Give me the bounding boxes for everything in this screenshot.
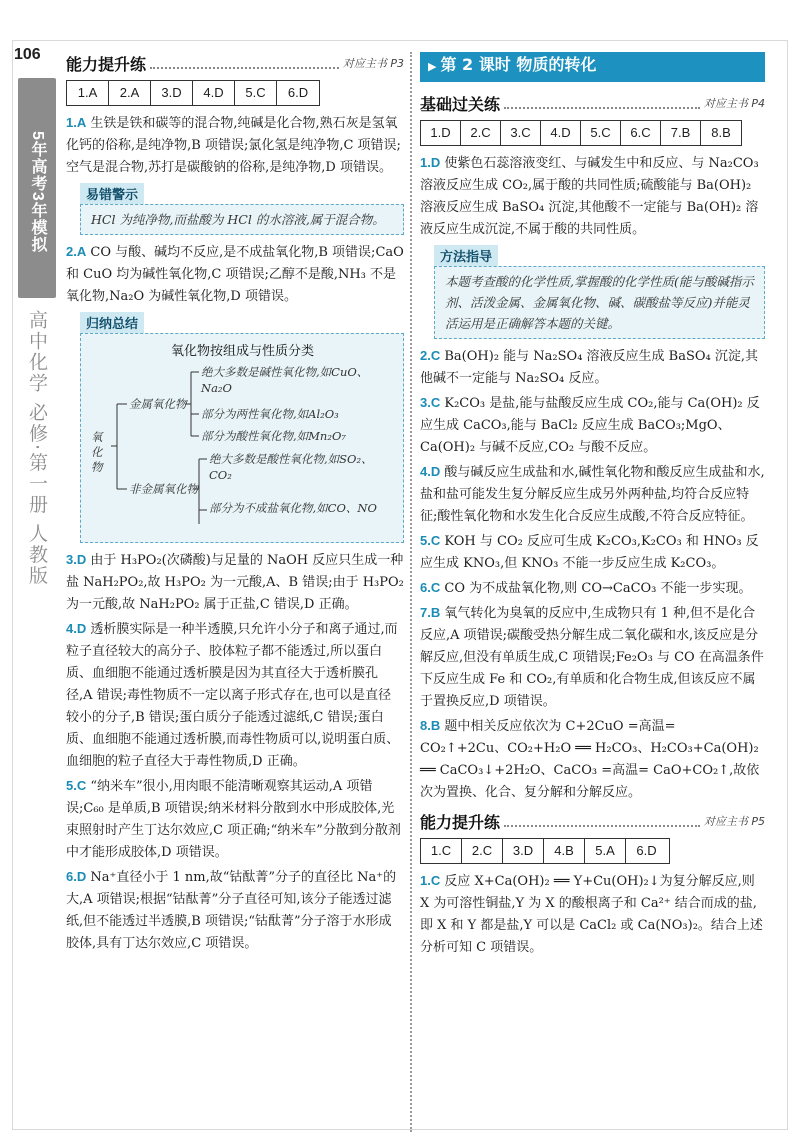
leader-dots xyxy=(504,816,700,827)
question-number: 6.C xyxy=(420,580,441,595)
section-ref: 对应主书 P4 xyxy=(703,97,765,110)
answer-cell: 6.D xyxy=(636,843,657,858)
question-number: 2.C xyxy=(420,348,441,363)
sidebar xyxy=(18,78,58,1128)
tree-leaf: 部分为不成盐氧化物,如CO、NO xyxy=(209,501,377,515)
column-divider xyxy=(410,52,412,1132)
answer-explanation xyxy=(420,530,765,575)
question-number: 3.C xyxy=(420,395,441,410)
question-number: 8.B xyxy=(420,718,441,733)
explanation-text: K₂CO₃ 是盐,能与盐酸反应生成 CO₂,能与 Ca(OH)₂ 反应生成 CaCO₃,能与 BaCl₂ 反应生成 BaCO₃;MgO、Ca(OH)₂ 与碱不反应,CO₂ 与酸不反应。 xyxy=(420,396,760,455)
question-number: 5.C xyxy=(420,533,441,548)
question-number: 7.B xyxy=(420,605,441,620)
answer-cell: 1.D xyxy=(421,121,461,145)
explanation-text: Ba(OH)₂ 能与 Na₂SO₄ 溶液反应生成 BaSO₄ 沉淀,其他碱不一定能与 Na₂SO₄ 反应。 xyxy=(420,349,759,386)
triangle-icon: ▶ xyxy=(428,60,437,73)
answer-table xyxy=(66,80,320,106)
section-title: 基础过关练 xyxy=(420,94,501,114)
answer-cell: 2.C xyxy=(462,839,503,863)
explanation-text: KOH 与 CO₂ 反应可生成 K₂CO₃,K₂CO₃ 和 HNO₃ 反应生成 KNO₃,但 KNO₃ 不能一步反应生成 K₂CO₃。 xyxy=(420,534,759,571)
explanation-text: 透析膜实际是一种半透膜,只允许小分子和离子通过,而粒子直径较大的高分子、胶体粒子都不能透过,所以蛋白质、血细胞不能通过透析膜是因为其直径大于透析膜孔径,A 错误;毒性物质不一定以离子形式存在,也可以是直径较小的分子,B 错误;蛋白质分子能透过滤纸,C 错误;蛋白质、血细胞不能通过透析膜,而毒性物质可以,说明蛋白质、血细胞的粒子直径大于毒性物质,D 正确。 xyxy=(66,622,400,769)
answer-explanation xyxy=(420,602,765,713)
explanation-text: 生铁是铁和碳等的混合物,纯碱是化合物,熟石灰是氢氧化钙的俗称,是纯净物,B 项错误;氯化氢是纯净物,C 项错误;空气是混合物,苏打是碳酸钠的俗称,是纯净物,D 项错误。 xyxy=(66,116,401,175)
answer-explanation xyxy=(66,618,404,773)
answer-explanation xyxy=(420,870,765,959)
explanation-text: 酸与碱反应生成盐和水,碱性氧化物和酸反应生成盐和水,盐和盐可能发生复分解反应生成另外两种盐,均符合反应特征;酸性氧化物和水发生化合反应生成酸,不符合反应特征。 xyxy=(420,465,765,524)
tree-leaf: 绝大多数是酸性氧化物,如SO₂、CO₂ xyxy=(209,452,373,482)
explanation-text: CO 与酸、碱均不反应,是不成盐氧化物,B 项错误;CaO 和 CuO 均为碱性氧化物,C 项错误;乙醇不是酸,NH₃ 不是氧化物,Na₂O 为碱性氧化物,D 项错误。 xyxy=(66,245,404,304)
question-number: 1.A xyxy=(66,115,87,130)
tip-label: 易错警示 xyxy=(80,183,144,204)
tip-label: 方法指导 xyxy=(434,245,498,266)
answer-cell: 2.A xyxy=(109,81,151,105)
answer-cell: 5.C xyxy=(235,81,277,105)
tip-box: 本题考查酸的化学性质,掌握酸的化学性质(能与酸碱指示剂、活泼金属、金属氧化物、碱、碳酸盐等反应)并能灵活运用是正确解答本题的关键。 xyxy=(434,266,765,339)
answer-explanation xyxy=(420,392,765,459)
question-number: 2.A xyxy=(66,244,87,259)
section-title: 能力提升练 xyxy=(420,812,501,832)
answer-cell: 4.D xyxy=(541,121,581,145)
leader-dots xyxy=(504,98,700,109)
question-number: 4.D xyxy=(66,621,87,636)
answer-cell: 7.B xyxy=(661,121,701,145)
tree-root: 氧化物 xyxy=(91,430,103,474)
tip-box: HCl 为纯净物,而盐酸为 HCl 的水溶液,属于混合物。 xyxy=(80,204,404,235)
left-column xyxy=(66,52,404,957)
section-ref: 对应主书 P3 xyxy=(342,57,404,70)
answer-table xyxy=(420,838,670,864)
explanation-text: “纳米车”很小,用肉眼不能清晰观察其运动,A 项错误;C₆₀ 是单质,B 项错误;纳米材料分散到水中形成胶体,光束照射时产生丁达尔效应,C 项正确;“纳米车”分散到分散剂中才能形成胶体,D 项错误。 xyxy=(66,779,401,860)
explanation-text: 使紫色石蕊溶液变红、与碱发生中和反应、与 Na₂CO₃ 溶液反应生成 CO₂,属于酸的共同性质;硫酸能与 Ba(OH)₂ 溶液反应生成 BaSO₄ 沉淀,其他酸不一定能与 Ba(OH)₂ 溶液反应生成沉淀,不属于酸的共同性质。 xyxy=(420,156,759,237)
explanation-text: 反应 X+Ca(OH)₂ ══ Y+Cu(OH)₂↓为复分解反应,则 X 为可溶性铜盐,Y 为 X 的酸根离子和 Ca²⁺ 结合而成的盐,即 X 和 Y 都是盐,Y 可以是 CaCl₂ 或 Ca(NO₃)₂。结合上述分析可知 C 项错误。 xyxy=(420,874,763,955)
answer-explanation xyxy=(66,241,404,308)
question-number: 6.D xyxy=(66,869,87,884)
section-header xyxy=(420,92,765,114)
summary-label: 归纳总结 xyxy=(80,312,144,333)
answer-explanation xyxy=(420,345,765,390)
answer-cell: 6.C xyxy=(621,121,661,145)
question-number: 1.D xyxy=(420,155,441,170)
answer-cell: 3.D xyxy=(503,839,544,863)
lesson-banner xyxy=(420,52,765,82)
tree-branch-metal: 金属氧化物 xyxy=(129,397,187,411)
section-header xyxy=(420,810,765,832)
tree-leaf: 部分为酸性氧化物,如Mn₂O₇ xyxy=(201,429,346,443)
right-column xyxy=(420,52,765,961)
explanation-text: 题中相关反应依次为 C+2CuO =高温= CO₂↑+2Cu、CO₂+H₂O ══ H₂CO₃、H₂CO₃+Ca(OH)₂ ══ CaCO₃↓+2H₂O、CaCO₃ =高温= CaO+CO₂↑,故依次为置换、化合、复分解和分解反应。 xyxy=(420,719,760,800)
lesson-title: 第 2 课时 物质的转化 xyxy=(440,55,597,74)
answer-cell: 3.C xyxy=(501,121,541,145)
page-number: 106 xyxy=(14,46,41,63)
answer-cell: 8.B xyxy=(711,125,731,140)
leader-dots xyxy=(150,58,339,69)
answer-explanation xyxy=(420,715,765,804)
answer-table xyxy=(420,120,742,146)
tree-branch-nonmetal: 非金属氧化物 xyxy=(129,482,198,496)
tree-title: 氧化物按组成与性质分类 xyxy=(171,344,315,359)
answer-cell: 4.D xyxy=(193,81,235,105)
answer-explanation xyxy=(66,112,404,179)
classification-tree xyxy=(80,333,404,543)
section-header xyxy=(66,52,404,74)
answer-cell: 4.B xyxy=(544,839,585,863)
answer-explanation xyxy=(420,461,765,528)
section-ref: 对应主书 P5 xyxy=(703,815,765,828)
answer-cell: 2.C xyxy=(461,121,501,145)
answer-explanation xyxy=(66,549,404,616)
subject-label: 高中化学 必修·第一册 人教版 xyxy=(26,310,48,587)
question-number: 3.D xyxy=(66,552,87,567)
explanation-text: 氧气转化为臭氧的反应中,生成物只有 1 种,但不是化合反应,A 项错误;碳酸受热分解生成二氧化碳和水,该反应是分解反应,但没有单质生成,C 项错误;Fe₂O₃ 与 CO 在高温条件下反应生成 Fe 和 CO₂,有单质和化合物生成,但该反应不属于置换反应,D 项错误。 xyxy=(420,606,764,709)
section-title: 能力提升练 xyxy=(66,54,147,74)
answer-explanation xyxy=(420,577,765,600)
answer-cell: 6.D xyxy=(287,85,309,100)
explanation-text: 由于 H₃PO₂(次磷酸)与足量的 NaOH 反应只生成一种盐 NaH₂PO₂,故 H₃PO₂ 为一元酸,A、B 错误;由于 H₃PO₂ 为一元酸,故 NaH₂PO₂ 属于正盐,C 错误,D 正确。 xyxy=(66,553,404,612)
answer-cell: 5.A xyxy=(585,839,626,863)
answer-explanation xyxy=(420,152,765,241)
question-number: 4.D xyxy=(420,464,441,479)
answer-cell: 3.D xyxy=(151,81,193,105)
answer-explanation xyxy=(66,866,404,955)
answer-cell: 1.C xyxy=(421,839,462,863)
tree-leaf: 绝大多数是碱性氧化物,如CuO、Na₂O xyxy=(201,365,369,395)
tree-leaf: 部分为两性氧化物,如Al₂O₃ xyxy=(201,407,339,421)
question-number: 5.C xyxy=(66,778,87,793)
answer-explanation xyxy=(66,775,404,864)
brand-label: 5年高考3年模拟 xyxy=(18,78,56,298)
explanation-text: Na⁺直径小于 1 nm,故“钴酞菁”分子的直径比 Na⁺的大,A 项错误;根据“钴酞菁”分子直径可知,该分子能透过滤纸,但不能透过半透膜,B 项错误;“钴酞菁”分子溶于水形成胶体,具有丁达尔效应,C 项错误。 xyxy=(66,870,397,951)
explanation-text: CO 为不成盐氧化物,则 CO→CaCO₃ 不能一步实现。 xyxy=(444,581,752,596)
answer-cell: 1.A xyxy=(67,81,109,105)
answer-cell: 5.C xyxy=(581,121,621,145)
question-number: 1.C xyxy=(420,873,441,888)
